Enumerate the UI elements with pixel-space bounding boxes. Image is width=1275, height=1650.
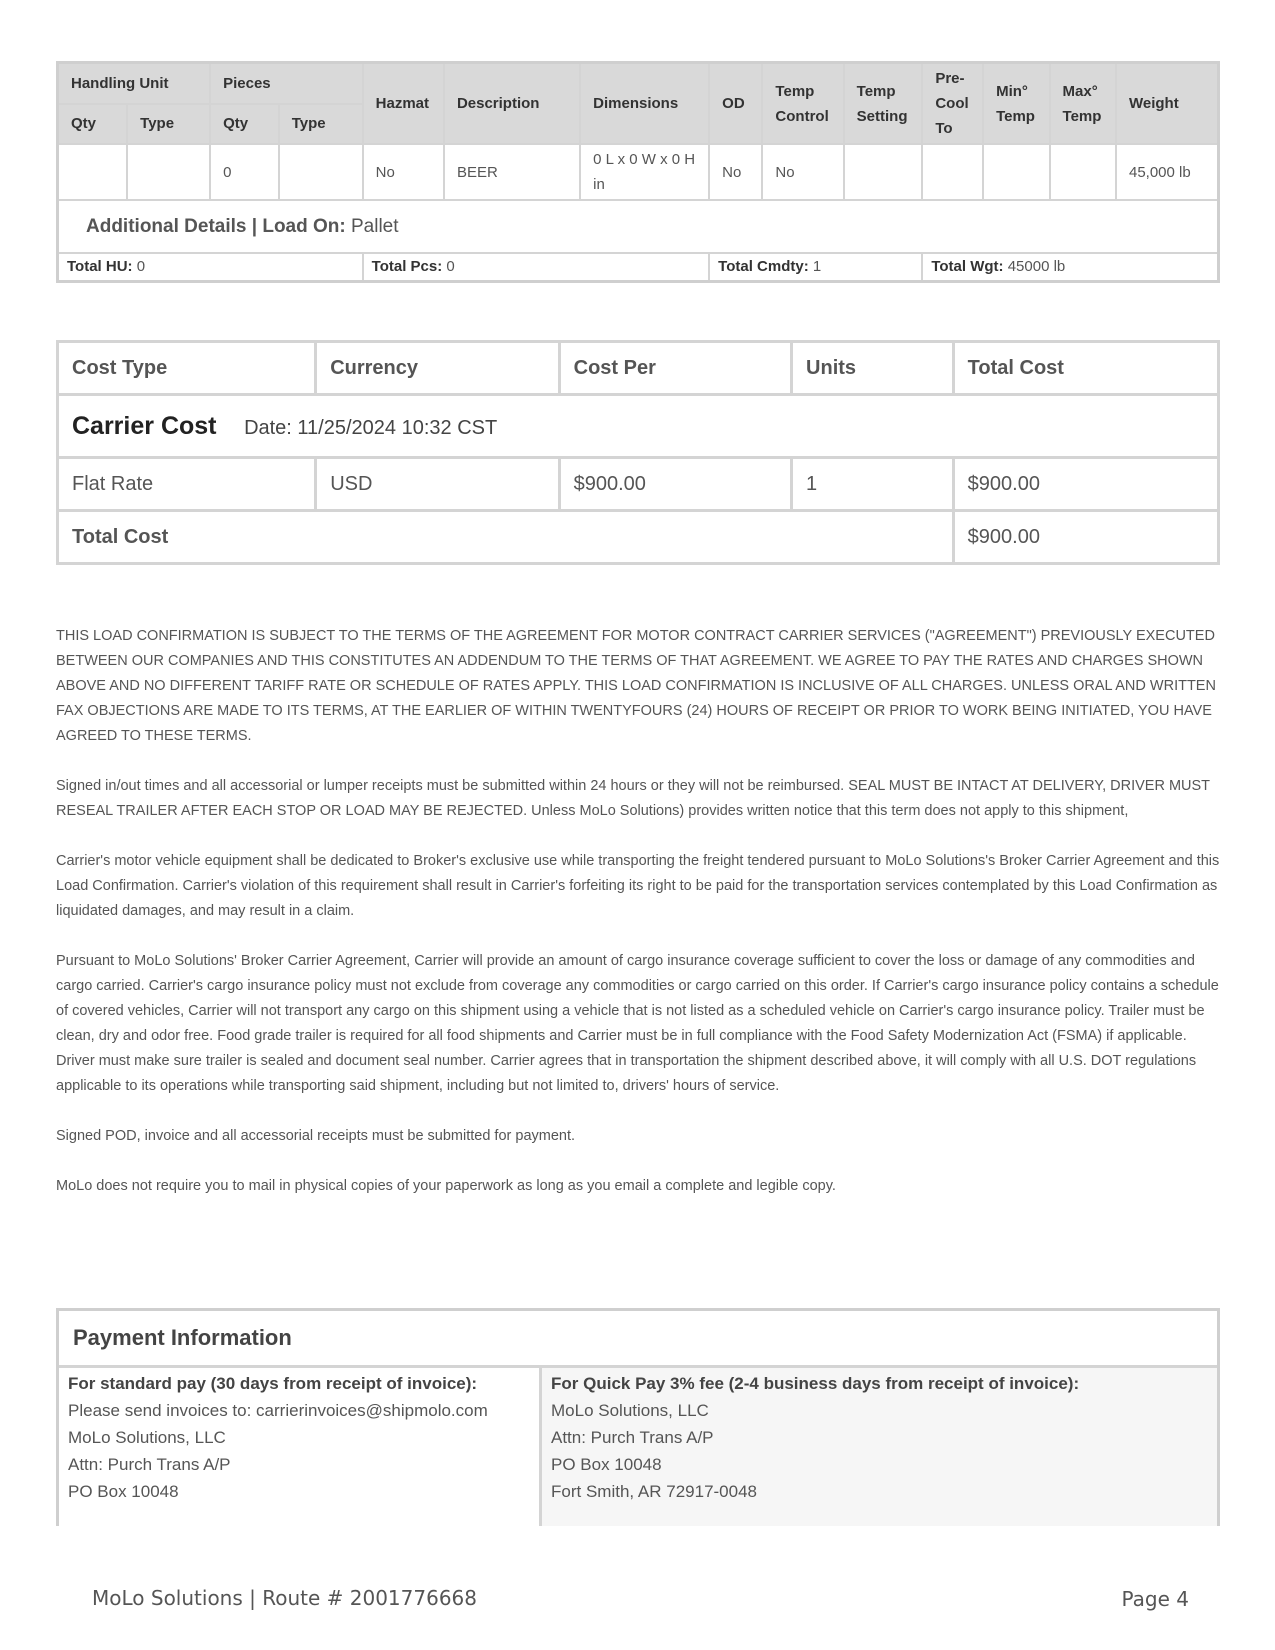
max-temp-header: Max° Temp <box>1050 63 1116 145</box>
payment-information <box>56 1308 1220 1526</box>
description-cell: BEER <box>444 144 580 200</box>
pc-type-cell <box>279 144 363 200</box>
carrier-cost-title: Carrier Cost <box>72 411 217 440</box>
standard-pay-line: PO Box 10048 <box>68 1482 179 1501</box>
carrier-cost-title-cell <box>58 395 1219 458</box>
min-temp-header: Min° Temp <box>983 63 1049 145</box>
cost-per-header: Cost Per <box>559 342 791 395</box>
pc-qty-cell: 0 <box>210 144 279 200</box>
pre-cool-cell <box>922 144 983 200</box>
pc-type-header: Type <box>279 104 363 144</box>
carrier-cost-date: Date: 11/25/2024 10:32 CST <box>244 416 498 439</box>
pc-qty-header: Qty <box>210 104 279 144</box>
total-pcs <box>363 253 710 282</box>
footer-page-number: Page 4 <box>1121 1587 1189 1611</box>
quick-pay-line: MoLo Solutions, LLC <box>551 1401 709 1420</box>
payment-title: Payment Information <box>59 1311 1217 1368</box>
cost-type-header: Cost Type <box>58 342 316 395</box>
total-cmdty-label: Total Cmdty: <box>718 258 809 275</box>
dimensions-header: Dimensions <box>580 63 709 145</box>
pre-cool-header: Pre-Cool To <box>922 63 983 145</box>
cost-type-cell: Flat Rate <box>58 458 316 511</box>
terms-paragraph: MoLo does not require you to mail in physical copies of your paperwork as long as you email a complete and legible copy. <box>56 1178 836 1194</box>
total-wgt <box>922 253 1218 282</box>
od-cell: No <box>709 144 762 200</box>
total-pcs-value: 0 <box>446 258 455 275</box>
total-cost-header: Total Cost <box>953 342 1218 395</box>
terms-paragraph: Signed POD, invoice and all accessorial receipts must be submitted for payment. <box>56 1128 576 1144</box>
hazmat-cell: No <box>363 144 444 200</box>
commodity-table <box>56 61 1220 283</box>
additional-details-value: Pallet <box>351 216 399 237</box>
pieces-header: Pieces <box>210 63 363 104</box>
quick-pay-column <box>542 1368 1217 1526</box>
temp-setting-cell <box>844 144 923 200</box>
terms-paragraph: THIS LOAD CONFIRMATION IS SUBJECT TO THE TERMS OF THE AGREEMENT FOR MOTOR CONTRACT CARRIER SERVICES ("AGREEMENT") PREVIOUSLY EXECUTED BETWEEN OUR COMPANIES AND THIS CONSTITUTES AN ADDENDUM TO THE TERMS OF THAT AGREEMENT. WE AGREE TO PAY THE RATES AND CHARGES SHOWN ABOVE AND NO DIFFERENT TARIFF RATE OR SCHEDULE OF RATES APPLY. THIS LOAD CONFIRMATION IS INCLUSIVE OF ALL CHARGES. UNLESS ORAL AND WRITTEN FAX OBJECTIONS ARE MADE TO ITS TERMS, AT THE EARLIER OF WITHIN TWENTYFOURS (24) HOURS OF RECEIPT OR PRIOR TO WORK BEING INITIATED, YOU HAVE AGREED TO THESE TERMS. <box>56 628 1216 744</box>
hu-type-header: Type <box>127 104 210 144</box>
total-hu <box>58 253 363 282</box>
cost-total-label: Total Cost <box>58 511 954 564</box>
cost-row <box>58 458 1219 511</box>
totals-row <box>58 253 1219 282</box>
min-temp-cell <box>983 144 1049 200</box>
currency-header: Currency <box>316 342 559 395</box>
temp-control-cell: No <box>762 144 843 200</box>
quick-pay-heading: For Quick Pay 3% fee (2-4 business days from receipt of invoice): <box>551 1374 1080 1393</box>
cost-total-value: $900.00 <box>953 511 1218 564</box>
cost-total-row <box>58 511 1219 564</box>
od-header: OD <box>709 63 762 145</box>
weight-cell: 45,000 lb <box>1116 144 1219 200</box>
currency-cell: USD <box>316 458 559 511</box>
total-cost-cell: $900.00 <box>953 458 1218 511</box>
quick-pay-line: Fort Smith, AR 72917-0048 <box>551 1482 758 1501</box>
terms-paragraph: Signed in/out times and all accessorial or lumper receipts must be submitted within 24 hours or they will not be reimbursed. SEAL MUST BE INTACT AT DELIVERY, DRIVER MUST RESEAL TRAILER AFTER EACH STOP OR LOAD MAY BE REJECTED. Unless MoLo Solutions) provides written notice that this term does not apply to this shipment, <box>56 778 1210 819</box>
terms-paragraph: Pursuant to MoLo Solutions' Broker Carrier Agreement, Carrier will provide an amount of cargo insurance coverage sufficient to cover the loss or damage of any commodities and cargo carried. Carrier's cargo insurance policy must not exclude from coverage any commodities or cargo carried on this order. If Carrier's cargo insurance policy contains a schedule of covered vehicles, Carrier will not transport any cargo on this shipment using a vehicle that is not listed as a scheduled vehicle on Carrier's cargo insurance policy. Trailer must be clean, dry and odor free. Food grade trailer is required for all food shipments and Carrier must be in full compliance with the Food Safety Modernization Act (FSMA) if applicable. Driver must make sure trailer is sealed and document seal number. Carrier agrees that in transportation the shipment described above, it will comply with all U.S. DOT regulations applicable to its operations while transporting said shipment, including but not limited to, drivers' hours of service. <box>56 953 1219 1094</box>
commodity-row <box>58 144 1219 200</box>
additional-details <box>58 200 1219 253</box>
temp-setting-header: Temp Setting <box>844 63 923 145</box>
standard-pay-column <box>59 1368 542 1526</box>
total-hu-value: 0 <box>136 258 146 275</box>
handling-unit-header: Handling Unit <box>58 63 211 104</box>
units-cell: 1 <box>792 458 954 511</box>
hu-type-cell <box>127 144 210 200</box>
quick-pay-line: PO Box 10048 <box>551 1455 662 1474</box>
total-cmdty <box>709 253 922 282</box>
additional-details-label: Additional Details | Load On: <box>86 216 346 237</box>
footer-route: MoLo Solutions | Route # 2001776668 <box>92 1586 477 1610</box>
cost-per-cell: $900.00 <box>559 458 791 511</box>
standard-pay-line: Please send invoices to: carrierinvoices@shipmolo.com <box>68 1401 488 1420</box>
total-wgt-value: 45000 lb <box>1007 258 1066 275</box>
weight-header: Weight <box>1116 63 1219 145</box>
total-hu-label: Total HU: <box>67 258 133 275</box>
description-header: Description <box>444 63 580 145</box>
hazmat-header: Hazmat <box>363 63 444 145</box>
hu-qty-header: Qty <box>58 104 128 144</box>
dimensions-cell: 0 L x 0 W x 0 H in <box>580 144 709 200</box>
total-pcs-label: Total Pcs: <box>371 258 443 275</box>
standard-pay-line: Attn: Purch Trans A/P <box>68 1455 231 1474</box>
quick-pay-line: Attn: Purch Trans A/P <box>551 1428 714 1447</box>
hu-qty-cell <box>58 144 128 200</box>
terms-paragraph: Carrier's motor vehicle equipment shall be dedicated to Broker's exclusive use while transporting the freight tendered pursuant to MoLo Solutions's Broker Carrier Agreement and this Load Confirmation. Carrier's violation of this requirement shall result in Carrier's forfeiting its right to be paid for the transportation services contemplated by this Load Confirmation as liquidated damages, and may result in a claim. <box>56 853 1220 919</box>
total-cmdty-value: 1 <box>812 258 822 275</box>
total-wgt-label: Total Wgt: <box>931 258 1004 275</box>
temp-control-header: Temp Control <box>762 63 843 145</box>
carrier-cost-table <box>56 340 1220 565</box>
max-temp-cell <box>1050 144 1116 200</box>
units-header: Units <box>792 342 954 395</box>
terms-section <box>56 624 1226 1224</box>
standard-pay-heading: For standard pay (30 days from receipt of invoice): <box>68 1374 478 1393</box>
standard-pay-line: MoLo Solutions, LLC <box>68 1428 226 1447</box>
